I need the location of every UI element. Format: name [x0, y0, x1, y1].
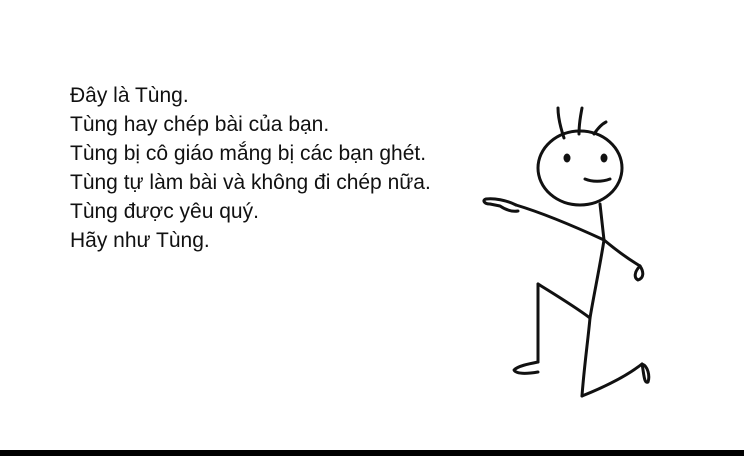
right-arm — [604, 240, 640, 266]
torso — [590, 240, 604, 318]
story-line-1: Đây là Tùng. — [70, 84, 189, 107]
left-foot — [514, 362, 538, 373]
story-line-5: Tùng được yêu quý. — [70, 200, 259, 223]
left-thigh — [538, 284, 590, 318]
pointing-hand — [484, 199, 518, 212]
bottom-border — [0, 450, 744, 456]
story-line-4: Tùng tự làm bài và không đi chép nữa. — [70, 171, 431, 194]
right-hand — [635, 266, 643, 280]
right-eye — [601, 154, 608, 163]
mouth — [585, 179, 610, 181]
head — [538, 131, 622, 205]
story-line-2: Tùng hay chép bài của bạn. — [70, 113, 330, 136]
right-shin — [582, 364, 642, 396]
right-thigh — [582, 318, 590, 396]
stick-figure-illustration — [478, 100, 678, 405]
right-foot — [642, 364, 649, 382]
neck — [600, 204, 604, 240]
pointing-arm — [516, 205, 604, 240]
left-eye — [564, 154, 571, 163]
story-line-3: Tùng bị cô giáo mắng bị các bạn ghét. — [70, 142, 427, 165]
story-line-6: Hãy như Tùng. — [70, 229, 210, 252]
story-text — [70, 81, 431, 255]
